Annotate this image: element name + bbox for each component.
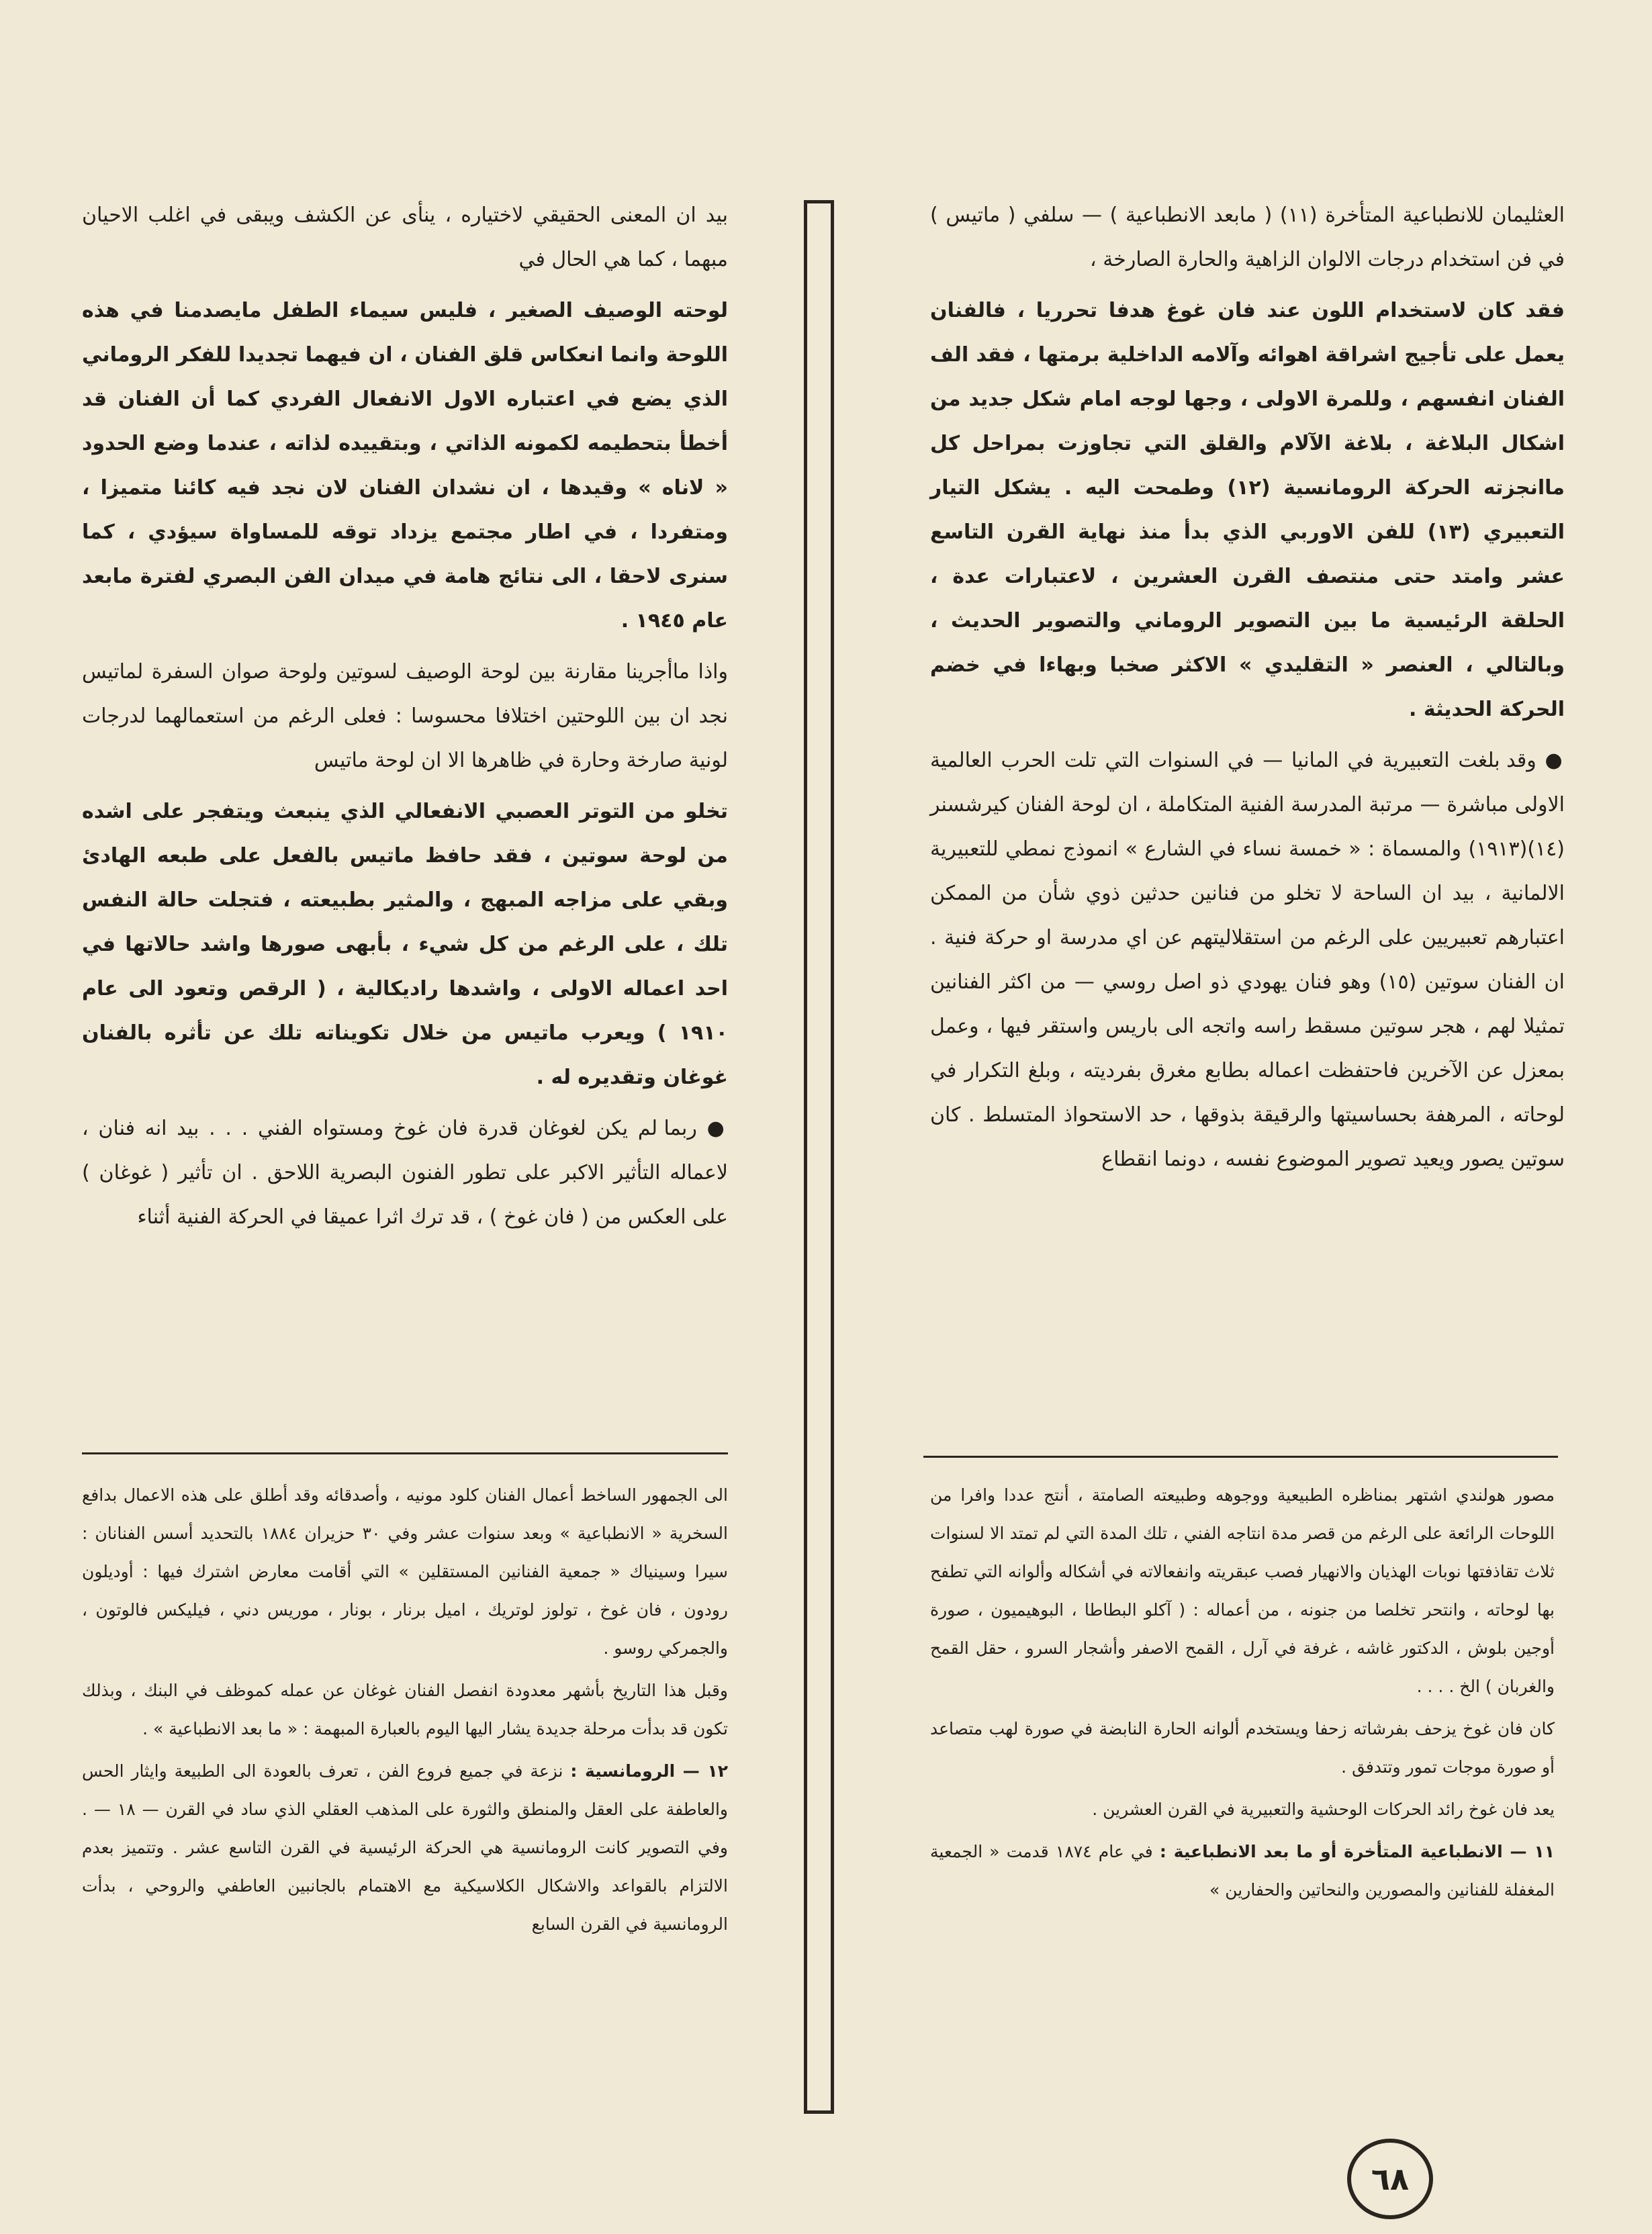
- footnote-heading: ١١ — الانطباعية المتأخرة أو ما بعد الانطباعية :: [1159, 1842, 1555, 1861]
- paragraph-text: لوحته الوصيف الصغير ، فليس سيماء الطفل مايصدمنا في هذه اللوحة وانما انعكاس قلق الفنان ، ان فيهما تجديدا للفكر الروماني الذي يضع في اعتباره الاول الانفعال الفردي كما أن الفنان قد أخطأ بتحطيمه لكمونه الذاتي ، وبتقييده لذاته ، عندما وضع الحدود « لاناه » وقيدها ، ان نشدان الفنان لان نجد فيه كائنا متميزا ، ومتفردا ، في اطار مجتمع يزداد توقه للمساواة سيؤدي ، كما سنرى لاحقا ، الى نتائج هامة في ميدان الفن البصري لفترة مابعد عام ١٩٤٥ .: [82, 299, 728, 633]
- page-number: ٦٨: [1347, 2139, 1433, 2219]
- footnote: [82, 1752, 728, 1943]
- footnote: [930, 1832, 1555, 1909]
- paragraph-text: تخلو من التوتر العصبي الانفعالي الذي ينبعث ويتفجر على اشده من لوحة سوتين ، فقد حافظ ماتيس بالفعل على طبعه الهادئ وبقي على مزاجه المبهج ، والمثير بطبيعته ، فتجلت حالة النفس تلك ، على الرغم من كل شيء ، بأبهى صورها واشد حالاتها في احد اعماله الاولى ، واشدها راديكالية ، ( الرقص وتعود الى عام ١٩١٠ ) ويعرب ماتيس من خلال تكويناته تلك عن تأثره بالفنان غوغان وتقديره له .: [82, 800, 728, 1089]
- paragraph-text: بيد ان المعنى الحقيقي لاختياره ، ينأى عن الكشف ويبقى في اغلب الاحيان مبهما ، كما هي الحال في: [82, 203, 728, 271]
- paragraph: [82, 790, 728, 1100]
- footnote: [82, 1476, 728, 1667]
- paragraph-text: العثليمان للانطباعية المتأخرة (١١) ( مابعد الانطباعية ) — سلفي ( ماتيس ) في فن استخدام درجات الالوان الزاهية والحارة الصارخة ،: [930, 203, 1565, 271]
- right-text-column: [930, 193, 1565, 1171]
- paragraph-text: وقد بلغت التعبيرية في المانيا — في السنوات التي تلت الحرب العالمية الاولى مباشرة — مرتبة المدرسة الفنية المتكاملة ، ان لوحة الفنان كيرشسنر (١٤)(١٩١٣) والمسماة : « خمسة نساء في الشارع » انموذج نمطي للتعبيرية الالمانية ، بيد ان الساحة لا تخلو من فنانين حدثين ذوي شأن من الممكن اعتبارهم تعبيريين على الرغم من استقلاليتهم عن اي مدرسة او حركة فنية . ان الفنان سوتين (١٥) وهو فنان يهودي ذو اصل روسي — من اكثر الفنانين تمثيلا لهم ، هجر سوتين مسقط راسه واتجه الى باريس واستقر فيها ، وعمل بمعزل عن الآخرين فاحتفظت اعماله بطابع مغرق بفرديته ، وبلغ التكرار في لوحاته ، المرهفة بحساسيتها والرقيقة بذوقها ، حد الاستحواذ المتسلط . كان سوتين يصور ويعيد تصوير الموضوع نفسه ، دونما انقطاع: [930, 749, 1565, 1171]
- footnote: [930, 1476, 1555, 1706]
- footnote: [82, 1671, 728, 1748]
- paragraph-text: واذا ماأجرينا مقارنة بين لوحة الوصيف لسوتين ولوحة صوان السفرة لماتيس نجد ان بين اللوحتين اختلافا محسوسا : فعلى الرغم من استعمالهما لدرجات لونية صارخة وحارة في ظاهرها الا ان لوحة ماتيس: [82, 660, 728, 772]
- footnote: [930, 1790, 1555, 1828]
- left-footnotes: [82, 1476, 728, 2094]
- paragraph: [82, 289, 728, 643]
- footnote-divider-right: [923, 1456, 1558, 1458]
- paragraph: [930, 193, 1565, 282]
- paragraph: [82, 1107, 728, 1240]
- footnote-text: في عام ١٨٧٤ قدمت « الجمعية المغفلة للفنانين والمصورين والنحاتين والحفارين »: [930, 1842, 1555, 1900]
- footnote-text: الى الجمهور الساخط أعمال الفنان كلود مونيه ، وأصدقائه وقد أطلق على هذه الاعمال بدافع السخرية « الانطباعية » وبعد سنوات عشر وفي ٣٠ حزيران ١٨٨٤ بالتحديد أسس الفنانان : سيرا وسينياك « جمعية الفنانين المستقلين » التي أقامت معارض اشترك فيها : أوديلون رودون ، فان غوخ ، تولوز لوتريك ، اميل برنار ، بونار ، موريس دني ، فيليكس فالوتون ، والجمركي روسو .: [82, 1485, 728, 1658]
- right-footnotes: [930, 1476, 1555, 2094]
- column-frame: [804, 200, 834, 2114]
- footnote-text: نزعة في جميع فروع الفن ، تعرف بالعودة الى الطبيعة وايثار الحس والعاطفة على العقل والمنطق والثورة على المذهب العقلي الذي ساد في القرن — ١٨ — . وفي التصوير كانت الرومانسية هي الحركة الرئيسية في القرن التاسع عشر . وتتميز بعدم الالتزام بالقواعد والاشكال الكلاسيكية مع الاهتمام بالجانبين العاطفي والروحي ، بدأت الرومانسية في القرن السابع: [82, 1761, 728, 1934]
- paragraph-text: ربما لم يكن لغوغان قدرة فان غوخ ومستواه الفني . . . بيد انه فنان ، لاعماله التأثير الاكبر على تطور الفنون البصرية اللاحق . ان تأثير ( غوغان ) على العكس من ( فان غوخ ) ، قد ترك اثرا عميقا في الحركة الفنية أثناء: [82, 1117, 728, 1229]
- footnote-text: كان فان غوخ يزحف بفرشاته زحفا ويستخدم ألوانه الحارة النابضة في صورة لهب متصاعد أو صورة موجات تمور وتتدفق .: [930, 1719, 1555, 1777]
- footnote: [930, 1710, 1555, 1786]
- footnote-text: مصور هولندي اشتهر بمناظره الطبيعية ووجوهه وطبيعته الصامتة ، أنتج عددا وافرا من اللوحات الرائعة على الرغم من قصر مدة انتاجه الفني ، تلك المدة التي لم تمتد الا لسنوات ثلاث تقاذفتها نوبات الهذيان والانهيار فصب عبقريته وانفعالاته في أشكاله وألوانه التي تطفح بها لوحاته ، وانتحر تخلصا من جنونه ، من أعماله : ( آكلو البطاطا ، البوهيميون ، صورة أوجين بلوش ، الدكتور غاشه ، غرفة في آرل ، القمح الاصفر وأشجار السرو ، حقل القمح والغربان ) الخ . . . .: [930, 1485, 1555, 1696]
- footnote-text: يعد فان غوخ رائد الحركات الوحشية والتعبيرية في القرن العشرين .: [1092, 1800, 1555, 1819]
- paragraph: [82, 650, 728, 783]
- paragraph-text: فقد كان لاستخدام اللون عند فان غوغ هدفا تحرريا ، فالفنان يعمل على تأجيج اشراقة اهوائه وآلامه الداخلية برمتها ، فقد الف الفنان انفسهم ، وللمرة الاولى ، وجها لوجه امام شكل جديد من اشكال البلاغة ، بلاغة الآلام والقلق التي تجاوزت بمراحل كل ماانجزته الحركة الرومانسية (١٢) وطمحت اليه . يشكل التيار التعبيري (١٣) للفن الاوربي الذي بدأ منذ نهاية القرن التاسع عشر وامتد حتى منتصف القرن العشرين ، لاعتبارات عدة ، الحلقة الرئيسية ما بين التصوير الروماني والتصوير الحديث ، وبالتالي ، العنصر « التقليدي » الاكثر صخبا وبهاءا في خضم الحركة الحديثة .: [930, 299, 1565, 721]
- bullet-icon: ●: [696, 1117, 728, 1140]
- footnote-divider-left: [82, 1452, 728, 1454]
- footnote-text: وقبل هذا التاريخ بأشهر معدودة انفصل الفنان غوغان عن عمله كموظف في البنك ، وبذلك تكون قد بدأت مرحلة جديدة يشار اليها اليوم بالعبارة المبهمة : « ما بعد الانطباعية » .: [82, 1681, 728, 1738]
- left-text-column: [82, 193, 728, 1382]
- bullet-icon: ●: [1536, 749, 1565, 772]
- paragraph: [930, 739, 1565, 1182]
- footnote-heading: ١٢ — الرومانسية :: [570, 1761, 728, 1781]
- paragraph: [930, 289, 1565, 732]
- paragraph: [82, 193, 728, 282]
